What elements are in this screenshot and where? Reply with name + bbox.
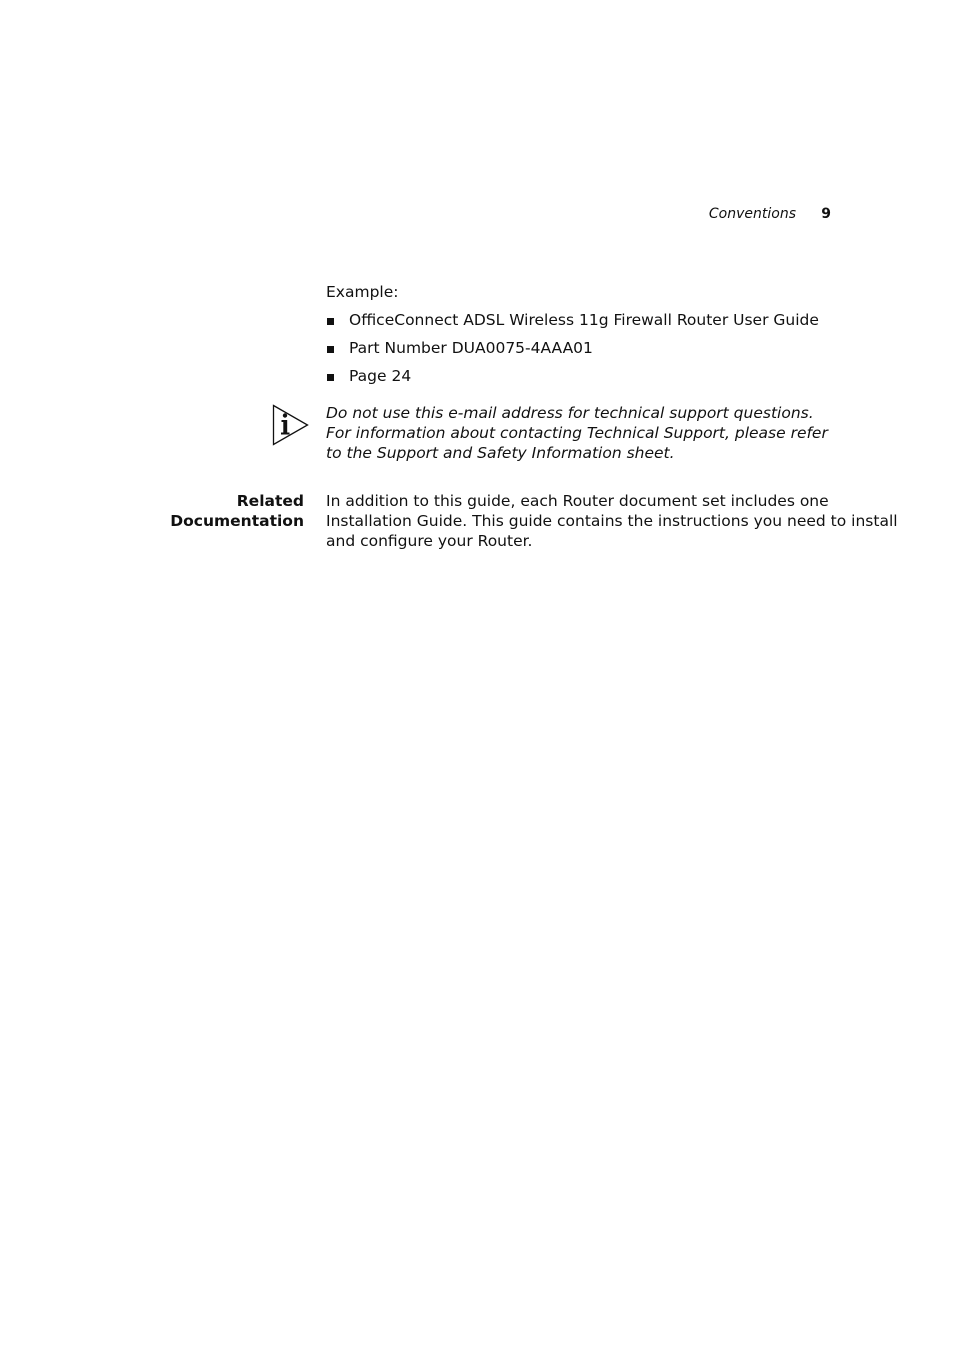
list-item-text: Part Number DUA0075-4AAA01: [349, 339, 593, 357]
list-item: [326, 338, 819, 366]
paragraph-line: In addition to this guide, each Router document set includes one: [326, 492, 829, 510]
page-header: [600, 205, 832, 225]
example-label: Example:: [326, 283, 399, 301]
paragraph-line: Installation Guide. This guide contains the instructions you need to install: [326, 512, 898, 530]
example-list: [326, 310, 819, 394]
related-documentation-paragraph: [326, 491, 898, 551]
paragraph-line: and configure your Router.: [326, 532, 533, 550]
square-bullet-icon: [327, 318, 334, 325]
square-bullet-icon: [327, 346, 334, 353]
note-text: Do not use this e-mail address for technical support questions. For information about contacting Technical Support, please refer to the Support and Safety Information sheet.: [326, 404, 828, 462]
list-item-text: OfficeConnect ADSL Wireless 11g Firewall Router User Guide: [349, 311, 819, 329]
square-bullet-icon: [327, 374, 334, 381]
running-head-section: Conventions: [708, 206, 796, 222]
page-number: 9: [821, 206, 831, 222]
list-item: [326, 366, 819, 394]
section-heading-line: Documentation: [170, 512, 304, 530]
list-item-text: Page 24: [349, 367, 412, 385]
info-icon: [272, 404, 310, 446]
list-item: [326, 310, 819, 338]
section-heading: [150, 491, 304, 531]
section-heading-line: Related: [236, 492, 304, 510]
